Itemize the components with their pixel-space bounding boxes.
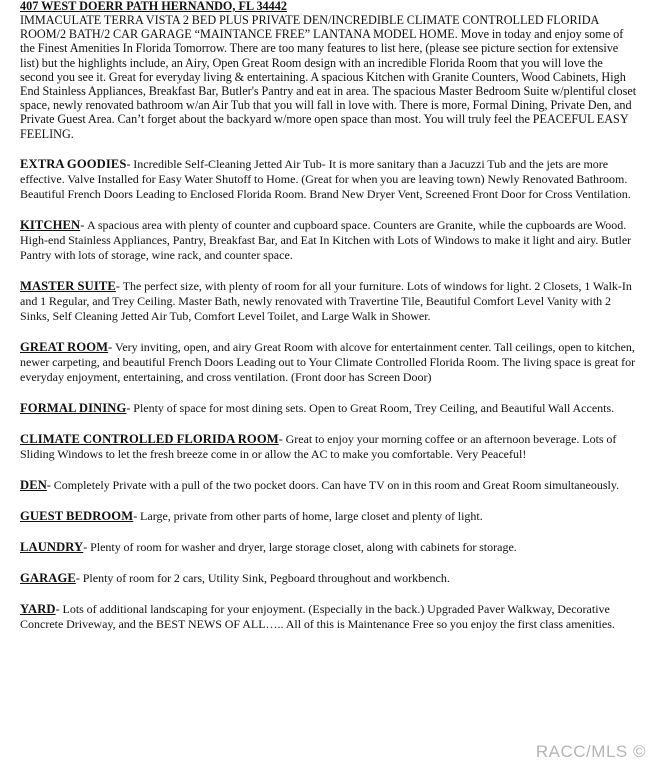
section-text: A spacious area with plenty of counter and cupboard space. Counters are Granite, while the cupboards are Wood. High-end Stainless Appliances, Pantry, Breakfast Bar, and Eat In Kitchen with Lots of Windows to make it light and airy. Butler Pantry with lots of storage, wine rack, and counter space. [20, 217, 632, 262]
feature-section [20, 340, 638, 385]
section-label: DEN [20, 477, 47, 492]
section-separator: - [108, 339, 116, 354]
section-separator: - [126, 400, 134, 415]
section-text: Lots of additional landscaping for your enjoyment. (Especially in the back.) Upgraded Paver Walkway, Decorative Concrete Driveway, and the BEST NEWS OF ALL….. All of this is Maintenance Free so you enjoy the first class amenities. [20, 601, 615, 631]
section-label: YARD [20, 601, 56, 616]
section-text: Plenty of room for 2 cars, Utility Sink, Pegboard throughout and workbench. [82, 570, 450, 585]
section-text: Great to enjoy your morning coffee or an afternoon beverage. Lots of Sliding Windows to let the fresh breeze come in or allow the AC to make you comfortable. Very Peaceful! [20, 431, 617, 461]
feature-section [20, 218, 638, 263]
section-text: Plenty of room for washer and dryer, large storage closet, along with cabinets for storage. [90, 539, 517, 554]
listing-document [20, 0, 638, 632]
section-separator: - [80, 217, 88, 232]
feature-section [20, 157, 638, 202]
section-separator: - [133, 508, 141, 523]
section-text: The perfect size, with plenty of room for all your furniture. Lots of windows for light. 2 Closets, 1 Walk-In and 1 Regular, and Trey Ceiling. Master Bath, newly renovated with Travertine Tile, Beautiful Comfort Level Vanity with 2 Sinks, Self Cleaning Jetted Air Tub, Comfort Level Toilet, and Large Walk in Shower. [20, 278, 632, 323]
feature-section [20, 279, 638, 324]
section-label: GARAGE [20, 570, 76, 585]
section-label: GUEST BEDROOM [20, 508, 134, 523]
section-text: Very inviting, open, and airy Great Room with alcove for entertainment center. Tall ceilings, open to kitchen, newer carpeting, and beautiful French Doors Leading out to Your Climate Controlled Florida Room. The living space is great for everyday enjoyment, entertaining, and cross ventilation. (Front door has Screen Door) [20, 339, 636, 384]
feature-section [20, 571, 638, 586]
section-separator: - [75, 570, 83, 585]
section-text: Plenty of space for most dining sets. Open to Great Room, Trey Ceiling, and Beautiful Wall Accents. [133, 400, 615, 415]
feature-section [20, 540, 638, 555]
feature-section [20, 509, 638, 524]
section-text: Completely Private with a pull of the two pocket doors. Can have TV on in this room and Great Room simultaneously. [53, 477, 620, 492]
section-label: MASTER SUITE [20, 278, 116, 293]
section-label: LAUNDRY [20, 539, 84, 554]
feature-section [20, 478, 638, 493]
section-separator: - [126, 156, 134, 171]
section-label: KITCHEN [20, 217, 81, 232]
feature-section [20, 401, 638, 416]
section-separator: - [46, 477, 54, 492]
section-separator: - [278, 431, 286, 446]
mls-watermark: RACC/MLS © [535, 742, 646, 761]
section-text: Large, private from other parts of home, large closet and plenty of light. [140, 508, 483, 523]
intro-paragraph: IMMACULATE TERRA VISTA 2 BED PLUS PRIVATE DEN/INCREDIBLE CLIMATE CONTROLLED FLORIDA ROOM/2 BATH/2 CAR GARAGE “MAINTANCE FREE” LANTANA MODEL HOME. Move in today and enjoy some of the Finest Amenities In Florida Tomorrow. There are too many features to list here, (please see picture section for extensive list) but the highlights include, an Airy, Open Great Room design with an incredible Florida Room that you will love the second you see it. Great for everyday living & entertaining. A spacious Kitchen with Granite Counters, Wood Cabinets, High End Stainless Appliances, Breakfast Bar, Butler's Pantry and eat in area. The spacious Master Bedroom Suite w/plentiful closet space, newly renovated bathroom w/an Air Tub that you will fall in love with. There is more, Formal Dining, Private Den, and Private Guest Area. Can’t forget about the backyard w/more open space than most. You will truly feel the PEACEFUL EASY FEELING. [20, 13, 637, 141]
feature-section [20, 602, 638, 632]
section-separator: - [55, 601, 63, 616]
feature-sections [20, 157, 638, 632]
section-separator: - [115, 278, 123, 293]
property-address: 407 WEST DOERR PATH HERNANDO, FL 34442 [20, 0, 287, 13]
section-label: FORMAL DINING [20, 400, 127, 415]
section-text: Incredible Self-Cleaning Jetted Air Tub- It is more sanitary than a Jacuzzi Tub and the jets are more effective. Valve Installed for Easy Water Shutoff to Home. (Great for when you are leaving town) Newly Renovated Bathroom. Beautiful French Doors Leading to Enclosed Florida Room. Brand New Dryer Vent, Screened Front Door for Cross Ventilation. [20, 156, 631, 201]
section-label: CLIMATE CONTROLLED FLORIDA ROOM [20, 431, 279, 446]
section-label: GREAT ROOM [20, 339, 109, 354]
section-separator: - [83, 539, 91, 554]
feature-section [20, 432, 638, 462]
section-label: EXTRA GOODIES [20, 156, 127, 171]
